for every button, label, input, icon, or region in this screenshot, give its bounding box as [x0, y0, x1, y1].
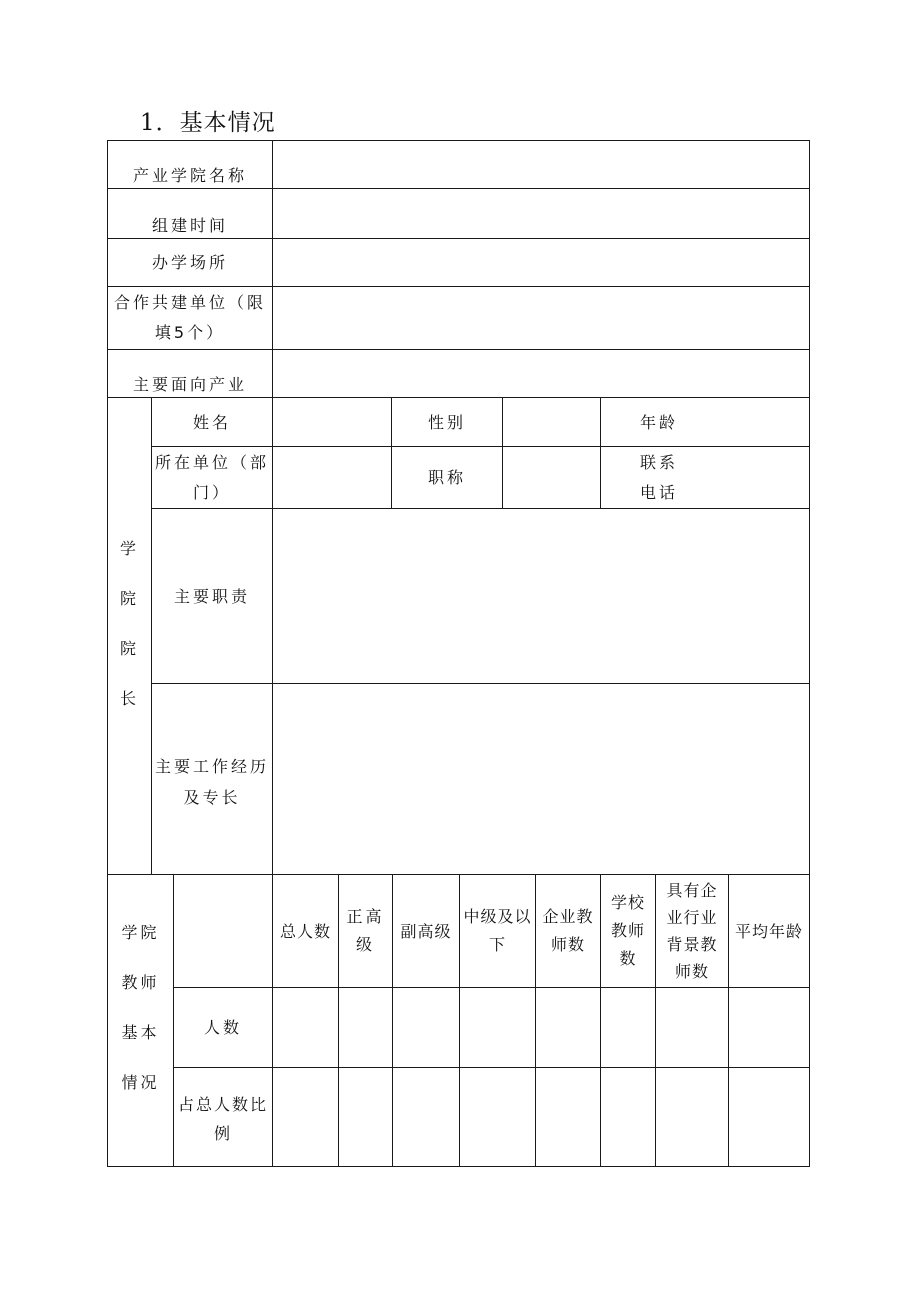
dean-unit-label: 所在单位（部 门）: [154, 452, 269, 502]
build-time-label: 组建时间: [151, 215, 228, 235]
column-divider: [502, 397, 503, 509]
college-name-label: 产业学院名称: [132, 165, 247, 185]
header-enterprise-teachers: 企业教 师数: [542, 907, 594, 954]
row-count-label: 人数: [203, 1018, 242, 1037]
header-school-teachers: 学校 教师 数: [610, 893, 645, 968]
dean-section-label: 学 院 院 长: [119, 539, 139, 708]
header-intermediate: 中级及以 下: [463, 907, 532, 954]
row-divider: [107, 349, 810, 350]
table-border-right: [809, 140, 810, 1167]
dean-experience-label: 主要工作经历 及专长: [154, 757, 269, 807]
venue-label: 办学场所: [151, 252, 228, 272]
column-divider: [272, 397, 273, 875]
row-divider: [173, 1067, 810, 1068]
row-ratio-label: 占总人数比 例: [177, 1095, 268, 1143]
partner-units-label: 合作共建单位（限 填5个）: [113, 293, 266, 342]
header-associate: 副高级: [400, 921, 452, 941]
dean-phone-label: 联系 电话: [639, 452, 678, 502]
header-senior: 正高 级: [346, 907, 385, 954]
teachers-section-label: 学院 教师 基本 情况: [121, 923, 160, 1092]
dean-age-label: 年龄: [639, 412, 678, 432]
dean-title-label: 职称: [427, 468, 466, 487]
dean-gender-label: 性别: [427, 412, 466, 432]
row-divider: [151, 683, 810, 684]
header-industry-background: 具有企 业行业 背景教 师数: [666, 881, 718, 981]
header-total: 总人数: [279, 921, 331, 941]
section-heading: 1．基本情况: [140, 110, 276, 136]
header-average-age: 平均年龄: [734, 921, 803, 941]
industry-label: 主要面向产业: [132, 374, 247, 394]
column-divider: [272, 140, 273, 398]
dean-name-label: 姓名: [192, 412, 231, 432]
dean-duties-label: 主要职责: [173, 586, 250, 606]
table-border-top: [107, 140, 810, 141]
